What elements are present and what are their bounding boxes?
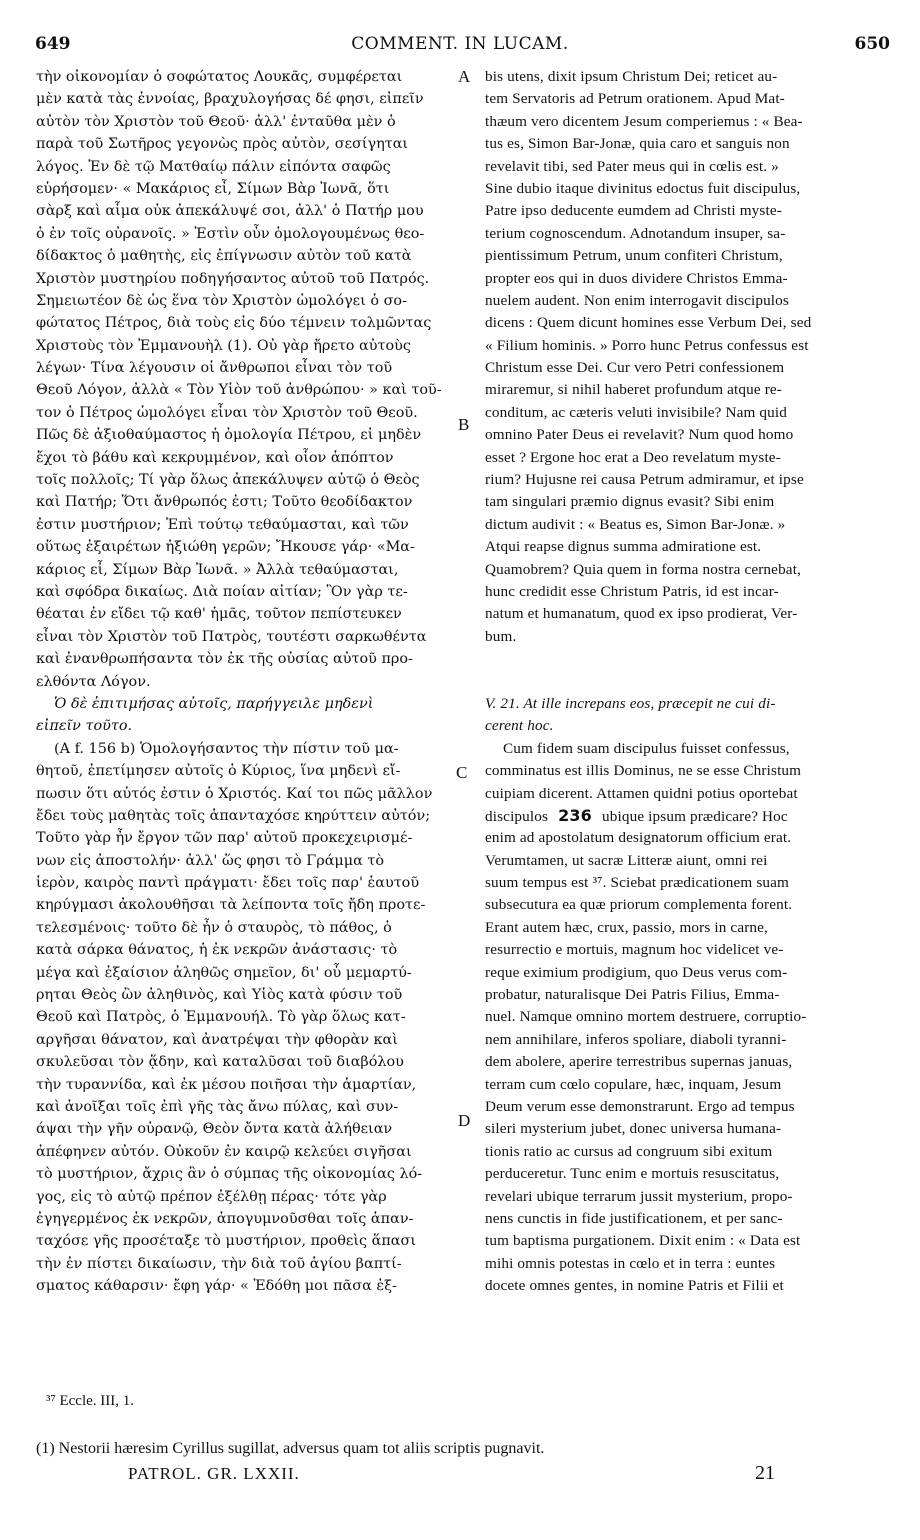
greek-text-line: παρὰ τοῦ Σωτῆρος γεγονὼς πρὸς αὐτὸν, σεσίγηται xyxy=(36,136,409,153)
running-header xyxy=(0,34,920,58)
margin-letter-d: D xyxy=(458,1111,471,1130)
latin-text-line: propter eos qui in duos dividere Christos Emma- xyxy=(485,269,788,287)
greek-text-line: Χριστοὺς τὸν Ἐμμανουὴλ (1). Οὐ γὰρ ἤρετο αὐτοὺς xyxy=(36,337,411,354)
latin-text-line: Christum esse Dei. Cur vero Petri confessionem xyxy=(485,359,785,377)
column-number-marker: 236 xyxy=(558,805,592,825)
greek-text-line: μὲν κατὰ τὰς ἐννοίας, βραχυλογήσας δέ φησι, εἰπεῖν xyxy=(36,91,424,108)
latin-text-line: sileri mysterium jubet, donec universa humana- xyxy=(485,1120,782,1138)
footnote-latin: ³⁷ Eccle. III, 1. xyxy=(46,1393,135,1409)
greek-text-line: ὁ ἐν τοῖς οὐρανοῖς. » Ἐστὶν οὖν ὁμολογουμένως θεο- xyxy=(36,225,425,242)
latin-text-line: dicens : Quem dicunt homines esse Verbum Dei, sed xyxy=(485,314,812,332)
greek-text-line: σματος κάθαρσιν· ἔφη γάρ· « Ἐδόθη μοι πᾶσα ἐξ- xyxy=(36,1278,397,1295)
latin-text-line: dictum audivit : « Beatus es, Simon Bar-Jonæ. » xyxy=(485,515,786,533)
latin-text-line: tam singulari præmio dignus evasit? Sibi enim xyxy=(485,493,775,511)
latin-text-line: hunc credidit esse Christum Patris, id est incar- xyxy=(485,582,779,600)
greek-text-line: Ὁ δὲ ἐπιτιμήσας αὐτοῖς, παρήγγειλε μηδενὶ xyxy=(54,695,374,712)
page-number-left: 649 xyxy=(35,34,71,54)
latin-text-line: Cum fidem suam discipulus fuisset confessus, xyxy=(503,739,790,757)
greek-text-line: δίδακτος ὁ μαθητὴς, εἰς ἐπίγνωσιν αὐτὸν τοῦ κατὰ xyxy=(36,248,412,265)
latin-text-line: conditum, ac cæteris veluti invisibile? Nam quid xyxy=(485,403,788,421)
greek-text-line: (A f. 156 b) Ὁμολογήσαντος τὴν πίστιν τοῦ μα- xyxy=(54,740,399,757)
greek-text-line: ἱερὸν, καιρὸς παντὶ πράγματι· ἔδει τοῖς παρ' ἑαυτοῦ xyxy=(36,875,420,892)
latin-text-line: comminatus est illis Dominus, ne se esse Christum xyxy=(485,762,802,780)
latin-text-line: esset ? Ergone hoc erat a Deo revelatum myste- xyxy=(485,448,781,466)
latin-text-line: nens cunctis in fide justificationem, et per sanc- xyxy=(485,1209,783,1227)
greek-column xyxy=(36,66,454,1297)
greek-text-line: ταχόσε γῆς προσέταξε τὸ μυστήριον, προθεὶς ἅπασι xyxy=(36,1233,416,1250)
signature-mark: PATROL. GR. LXXII. xyxy=(128,1464,300,1483)
verse-heading-cont: cerent hoc. xyxy=(485,717,554,735)
greek-text-line: αργῆσαι θάνατον, καὶ ἀνατρέψαι τὴν φθορὰν καὶ xyxy=(36,1031,398,1048)
latin-text-line: Erant autem hæc, crux, passio, mors in carne, xyxy=(485,918,768,936)
greek-text-line: τοῖς πολλοῖς; Τί γὰρ ὅλως ἀπεκάλυψεν αὐτῷ ὁ Θεὸς xyxy=(36,472,420,489)
greek-text-line: εἰπεῖν τοῦτο. xyxy=(36,718,133,735)
greek-text-line: τὴν ἐν πίστει δικαίωσιν, τὴν διὰ τοῦ ἁγίου βαπτί- xyxy=(36,1255,402,1272)
signature-number: 21 xyxy=(755,1462,775,1484)
greek-text-line: κηρύγμασι ἀκολουθῆσαι τὰ λείποντα τοῖς ἤδη προτε- xyxy=(36,897,426,914)
greek-text-line: τὴν οἰκονομίαν ὁ σοφώτατος Λουκᾶς, συμφέρεται xyxy=(36,69,403,85)
latin-text-line: bum. xyxy=(485,627,517,645)
greek-text-line: σὰρξ καὶ αἷμα οὐκ ἀπεκάλυψέ σοι, ἀλλ' ὁ Πατήρ μου xyxy=(36,203,424,220)
verse-heading: V. 21. At ille increpans eos, præcepit ne cui di- xyxy=(485,694,776,712)
margin-letter-c: C xyxy=(456,763,468,782)
latin-text-line: perduceretur. Tunc enim e mortuis resuscitatus, xyxy=(485,1165,780,1183)
footnote-greek: (1) Nestorii hæresim Cyrillus sugillat, adversus quam tot aliis scriptis pugnavit. xyxy=(36,1440,545,1457)
latin-text-line xyxy=(485,805,890,827)
greek-text-line: ἀπέφηνεν αὐτόν. Οὐκοῦν ἐν καιρῷ κελεύει σιγῆσαι xyxy=(36,1143,412,1160)
greek-text-line: πωσιν ὅτι αὐτός ἐστιν ὁ Χριστός. Καί τοι πῶς μᾶλλον xyxy=(36,785,433,802)
latin-text-line: dem abolere, aperire terrestribus supernas januas, xyxy=(485,1053,793,1071)
greek-text-line: τὸ μυστήριον, ἄχρις ἂν ὁ σύμπας τῆς οἰκονομίας λό- xyxy=(36,1166,423,1183)
greek-text-line: τον ὁ Πέτρος ὡμολόγει εἶναι τὸν Χριστὸν τοῦ Θεοῦ. xyxy=(36,404,418,421)
greek-text-line: ἔχοι τὸ βάθυ καὶ κεκρυμμένον, καὶ οἷον ἀπόπτον xyxy=(36,449,394,466)
latin-text-line: Quamobrem? Quia quem in forma nostra cernebat, xyxy=(485,560,802,578)
paragraph-gap xyxy=(485,671,890,693)
greek-text-line: ἐγηγερμένος ἐκ νεκρῶν, ἀπογυμνοῦσθαι τοῖς ἁπαν- xyxy=(36,1210,414,1227)
latin-text-line: pientissimum Petrum, unum confiteri Christum, xyxy=(485,247,783,265)
latin-text-line: rium? Hujusne rei causa Petrum admiramur, et ipse xyxy=(485,471,804,489)
greek-text-line: μέγα καὶ ἐξαίσιον ἀληθῶς σημεῖον, δι' οὗ μεμαρτύ- xyxy=(36,964,412,981)
page-number-right: 650 xyxy=(854,34,890,54)
latin-text-fragment: discipulos xyxy=(485,807,549,825)
latin-column xyxy=(485,66,890,1297)
latin-text-line: « Filium hominis. » Porro hunc Petrus confessus est xyxy=(485,336,809,354)
latin-text-line: nuel. Namque omnino mortem destruere, corruptio- xyxy=(485,1008,807,1026)
greek-text-line: εἶναι τὸν Χριστὸν τοῦ Πατρὸς, τουτέστι σαρκωθέντα xyxy=(36,628,427,645)
greek-text-line: ρηται Θεὸς ὢν ἀληθινὸς, καὶ Υἱὸς κατὰ φύσιν τοῦ xyxy=(36,987,403,1004)
greek-text-line: φώτατος Πέτρος, διὰ τοὺς εἰς δύο τέμνειν τολμῶντας xyxy=(36,315,432,332)
latin-text-line: enim ad apostolatum designatorum officium erat. xyxy=(485,829,792,847)
latin-text-line: tem Servatoris ad Petrum orationem. Apud Mat- xyxy=(485,90,785,108)
margin-letter-b: B xyxy=(458,415,470,434)
greek-text-line: κατὰ σάρκα θάνατος, ἡ ἐκ νεκρῶν ἀνάστασις· τὸ xyxy=(36,942,398,959)
greek-text-line: κάριος εἶ, Σίμων Βὰρ Ἰωνᾶ. » Ἀλλὰ τεθαύμασται, xyxy=(36,561,399,578)
latin-text-line: cuipiam dicerent. Attamen quidni potius oportebat xyxy=(485,784,798,802)
greek-text-line: Θεοῦ Λόγον, ἀλλὰ « Τὸν Υἱὸν τοῦ ἀνθρώπου· » καὶ τοῦ- xyxy=(36,382,442,399)
latin-text-line: nuelem audent. Non enim interrogavit discipulos xyxy=(485,291,789,309)
greek-text-line: καὶ σφόδρα δικαίως. Διὰ ποίαν αἰτίαν; Ὃν γὰρ τε- xyxy=(36,583,408,600)
greek-text-line: καὶ ἀνοῖξαι τοῖς ἐπὶ γῆς τὰς ἄνω πύλας, καὶ συν- xyxy=(36,1098,399,1115)
greek-text-line: γος, εἰς τὸ αὐτῷ πρέπον ἐξέλθῃ πέρας· τότε γὰρ xyxy=(36,1188,387,1205)
latin-text-line: natum et humanatum, quod ex ipso prodierat, Ver- xyxy=(485,605,798,623)
greek-text-line: λόγος. Ἐν δὲ τῷ Ματθαίῳ πάλιν εἰπόντα σαφῶς xyxy=(36,158,391,175)
latin-text-line: probatur, naturalisque Dei Patris Filius, Emma- xyxy=(485,986,780,1004)
greek-text-line: Πῶς δὲ ἀξιοθαύμαστος ἡ ὁμολογία Πέτρου, εἰ μηδὲν xyxy=(36,427,422,444)
latin-text-line: Patre ipso deducente eumdem ad Christi myste- xyxy=(485,202,782,220)
latin-text-line: tum baptisma purgationem. Dixit enim : « Data est xyxy=(485,1232,801,1250)
greek-text-line: ἐστιν μυστήριον; Ἐπὶ τούτῳ τεθαύμασται, καὶ τῶν xyxy=(36,516,409,533)
latin-text-line: suum tempus est ³⁷. Sciebat prædicationem suam xyxy=(485,874,789,892)
latin-text-line: resurrectio e mortuis, magnum hoc videlicet ve- xyxy=(485,941,784,959)
latin-text-line: terram cum cœlo copulare, hæc, inquam, Jesum xyxy=(485,1075,782,1093)
latin-text-line: docete omnes gentes, in nomine Patris et Filii et xyxy=(485,1277,784,1295)
latin-text-line: tionis ratio ac cursus ad congruum sibi exitum xyxy=(485,1142,773,1160)
latin-text-line: Sine dubio itaque divinitus edoctus fuit discipulus, xyxy=(485,179,801,197)
latin-text-line: thæum vero dicentem Jesum comperiemus : « Bea- xyxy=(485,112,803,130)
latin-text-line: revelari ubique terrarum jussit mysterium, propo- xyxy=(485,1187,793,1205)
running-title: COMMENT. IN LUCAM. xyxy=(351,34,569,54)
margin-letter-a: A xyxy=(458,67,471,86)
paragraph-gap xyxy=(485,648,890,670)
greek-text-line: τὴν τυραννίδα, καὶ ἐκ μέσου ποιῆσαι τὴν ἁμαρτίαν, xyxy=(36,1076,417,1093)
latin-text-line: subsecutura ea quæ priorum complementa forent. xyxy=(485,896,793,914)
latin-text-fragment: ubique ipsum prædicare? Hoc xyxy=(601,807,788,825)
latin-text-line: Atqui reapse dignus summa admiratione est. xyxy=(485,538,762,556)
greek-text-line: Σημειωτέον δὲ ὡς ἕνα τὸν Χριστὸν ὡμολόγει ὁ σο- xyxy=(36,292,407,309)
greek-text-line: άψαι τὴν γῆν οὐρανῷ, Θεὸν ὄντα κατὰ ἀλήθειαν xyxy=(36,1121,393,1138)
latin-text-line: tus es, Simon Bar-Jonæ, quia caro et sanguis non xyxy=(485,135,790,153)
greek-text-line: Χριστὸν μυστηρίου ποδηγήσαντος αὐτοῦ τοῦ Πατρός. xyxy=(36,270,430,287)
greek-text-line: ἔδει τοὺς μαθητὰς τοῖς ἁπανταχόσε κηρύττειν αὐτόν; xyxy=(36,807,431,824)
greek-text-line: σκυλεῦσαι τὸν ᾅδην, καὶ καταλῦσαι τοῦ διαβόλου xyxy=(36,1054,404,1071)
latin-text-line: revelavit tibi, sed Pater meus qui in cœlis est. » xyxy=(485,157,779,175)
latin-text-line: bis utens, dixit ipsum Christum Dei; reticet au- xyxy=(485,68,778,85)
greek-text-line: ελθόντα Λόγον. xyxy=(36,673,151,690)
greek-text-line: Τοῦτο γὰρ ἦν ἔργον τῶν παρ' αὐτοῦ προκεχειρισμέ- xyxy=(36,830,413,847)
latin-text-line: reque eximium prodigium, quo Deus verus com- xyxy=(485,963,788,981)
greek-text-line: εὑρήσομεν· « Μακάριος εἶ, Σίμων Βὰρ Ἰωνᾶ, ὅτι xyxy=(36,180,390,197)
greek-text-line: θέαται ἐν εἴδει τῷ καθ' ἡμᾶς, τοῦτον πεπίστευκεν xyxy=(36,606,402,623)
latin-text-line: Verumtamen, ut sacræ Litteræ aiunt, omni rei xyxy=(485,851,768,869)
greek-text-line: οὕτως ἐξαιρέτων ἠξιώθη γερῶν; Ἤκουσε γάρ· «Μα- xyxy=(36,539,415,556)
greek-text-line: Θεοῦ καὶ Πατρὸς, ὁ Ἐμμανουήλ. Τὸ γὰρ ὅλως κατ- xyxy=(36,1009,406,1026)
latin-text-line: miraremur, si nihil haberet profundum atque re- xyxy=(485,381,783,399)
greek-text-line: καὶ ἐνανθρωπήσαντα τὸν ἐκ τῆς οὐσίας αὐτοῦ προ- xyxy=(36,651,413,668)
greek-text-line: αὐτὸν τὸν Χριστὸν τοῦ Θεοῦ· ἀλλ' ἐνταῦθα μὲν ὁ xyxy=(36,113,396,130)
latin-text-line: terium cognoscendum. Adnotandum insuper, sa- xyxy=(485,224,786,242)
latin-text-line: nem annihilare, inferos spoliare, diaboli tyranni- xyxy=(485,1030,787,1048)
latin-text-line: omnino Pater Deus ei revelavit? Num quod homo xyxy=(485,426,794,444)
greek-text-line: θητοῦ, ἐπετίμησεν αὐτοῖς ὁ Κύριος, ἵνα μηδενὶ εἴ- xyxy=(36,763,401,780)
greek-text-line: τελεσμένοις· τοῦτο δὲ ἦν ὁ σταυρὸς, τὸ πάθος, ὁ xyxy=(36,919,392,936)
latin-text-line: Deum verum esse demonstrarunt. Ergo ad tempus xyxy=(485,1097,795,1115)
latin-text-line: mihi omnis potestas in cœlo et in terra : euntes xyxy=(485,1254,776,1272)
greek-text-line: νων εἰς ἀποστολήν· ἀλλ' ὥς φησι τὸ Γράμμα τὸ xyxy=(36,852,385,869)
greek-text-line: καὶ Πατήρ; Ὅτι ἄνθρωπός ἐστι; Τοῦτο θεοδίδακτον xyxy=(36,494,413,511)
greek-text-line: λέγων· Τίνα λέγουσιν οἱ ἄνθρωποι εἶναι τὸν τοῦ xyxy=(36,360,393,377)
